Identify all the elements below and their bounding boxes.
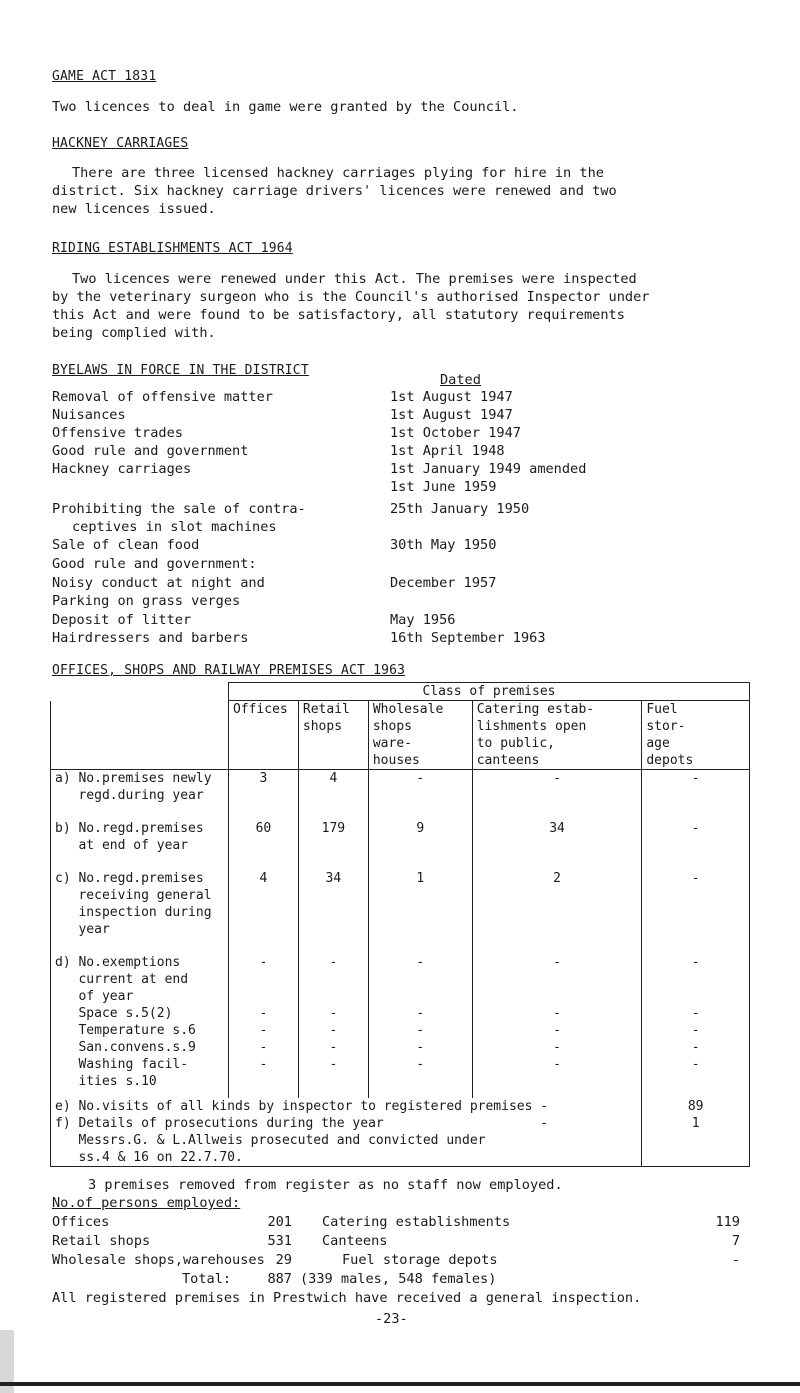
col-header-line: stor- [646,719,686,734]
employed-value: 201 [267,1214,292,1230]
col-header-line: shops [302,719,343,734]
employed-value: 531 [267,1233,292,1249]
table-cell: - [642,1039,750,1056]
total-label: Total: [182,1271,232,1287]
byelaw-left: Parking on grass verges [52,593,241,609]
table-cell: - [642,1022,750,1039]
byelaw-left: Noisy conduct at night and [52,575,265,591]
employed-label: Offices [52,1214,110,1230]
col-header-line: Fuel [646,702,678,717]
row-label-line: Temperature s.6 [55,1023,196,1038]
table-row [51,954,750,1005]
prosecutions-line: ss.4 & 16 on 22.7.70. [55,1150,243,1165]
row-label-line: inspection during [55,905,212,920]
prosecutions-label [51,1115,642,1167]
riding-line-1: Two licences were renewed under this Act. The premises were inspected [72,271,637,287]
byelaw-date: 1st August 1947 [390,389,513,405]
table-cell: 179 [298,820,368,870]
table-cell: - [642,1005,750,1022]
byelaw-date: December 1957 [390,575,497,591]
prosecutions-value: 1 [642,1115,750,1167]
table-corner [51,683,229,701]
col-header-line: shops [372,719,412,734]
col-header-line: Wholesale [372,702,444,717]
col-header-line: canteens [476,753,540,768]
table-row [51,1005,750,1022]
visits-label: e) No.visits of all kinds by inspector to registered premises - [51,1098,642,1115]
byelaw-date: 30th May 1950 [390,537,497,553]
table-cell: - [228,1022,298,1039]
class-of-premises-header: Class of premises [228,683,749,701]
visits-value: 89 [642,1098,750,1115]
table-row-visits [51,1098,750,1115]
table-cell: 60 [228,820,298,870]
row-label [51,954,229,1005]
col-header-line: Retail [302,702,350,717]
employed-heading: No.of persons employed: [52,1195,241,1211]
riding-line-3: this Act and were found to be satisfactory, all statutory requirements [52,307,625,323]
row-label [51,820,229,870]
employed-value: 7 [731,1233,740,1249]
row-label-line: at end of year [55,838,189,853]
table-cell: - [228,1039,298,1056]
table-cell: - [642,820,750,870]
row-label-line: Space s.5(2) [55,1006,173,1021]
employed-label: Wholesale shops,warehouses [52,1252,265,1268]
table-cell: - [228,954,298,1005]
table-row [51,1056,750,1098]
table-cell: - [472,1056,642,1098]
table-row [51,820,750,870]
total-value: 887 [267,1271,292,1287]
page-bottom-rule [0,1382,800,1386]
byelaw-date: 1st January 1949 amended [390,461,587,477]
row-label [51,1039,229,1056]
table-cell: 2 [472,870,642,954]
row-label [51,1022,229,1039]
table-cell: - [368,1056,472,1098]
table-row [51,770,750,821]
byelaw-date: 1st April 1948 [390,443,505,459]
col-header-wholesale [368,701,472,770]
row-label [51,770,229,821]
table-cell: - [642,1056,750,1098]
table-cell: - [368,1005,472,1022]
table-cell: 4 [228,870,298,954]
col-header-fuel [642,701,750,770]
col-header-line: lishments open [476,719,587,734]
game-act-text: Two licences to deal in game were granted by the Council. [52,99,519,115]
table-cell: - [642,954,750,1005]
table-cell: 1 [368,870,472,954]
general-inspection-note: All registered premises in Prestwich have received a general inspection. [52,1290,642,1306]
byelaw-left: Good rule and government: [52,556,257,572]
employed-label: Retail shops [52,1233,151,1249]
table-cell: - [472,1022,642,1039]
table-row-prosecutions [51,1115,750,1167]
table-cell: - [642,770,750,821]
row-label-line: Washing facil- [55,1057,189,1072]
offices-heading: OFFICES, SHOPS AND RAILWAY PREMISES ACT 1963 [52,663,406,678]
row-label-line: regd.during year [55,788,204,803]
byelaw-date: 1st August 1947 [390,407,513,423]
col-header-line: depots [646,753,694,768]
table-cell: 4 [298,770,368,821]
hackney-heading: HACKNEY CARRIAGES [52,136,189,151]
byelaw-date: May 1956 [390,612,456,628]
row-label [51,1056,229,1098]
table-cell: - [472,1005,642,1022]
row-label-line: receiving general [55,888,212,903]
table-cell: - [472,954,642,1005]
row-label-line: current at end [55,972,189,987]
row-label-header [51,701,229,770]
hackney-line-2: district. Six hackney carriage drivers' licences were renewed and two [52,183,617,199]
table-row [51,1022,750,1039]
col-header-line: age [646,736,670,751]
table-cell: - [298,1056,368,1098]
riding-heading: RIDING ESTABLISHMENTS ACT 1964 [52,241,293,256]
col-header-retail [298,701,368,770]
employed-value: 29 [275,1252,292,1268]
riding-line-4: being complied with. [52,325,216,341]
table-cell: - [298,1005,368,1022]
riding-line-2: by the veterinary surgeon who is the Council's authorised Inspector under [52,289,650,305]
table-cell: 34 [472,820,642,870]
col-header-line: houses [372,753,420,768]
byelaw-left: Deposit of litter [52,612,192,628]
byelaw-left: Sale of clean food [52,537,200,553]
employed-value: 119 [715,1214,740,1230]
table-cell: 34 [298,870,368,954]
removed-note: 3 premises removed from register as no staff now employed. [88,1177,563,1193]
table-cell: - [228,1056,298,1098]
table-cell: - [368,1022,472,1039]
byelaw-date: 25th January 1950 [390,501,530,517]
employed-label: Fuel storage depots [342,1252,498,1268]
row-label-line: a) No.premises newly [55,771,212,786]
table-cell: - [472,1039,642,1056]
table-cell: - [472,770,642,821]
byelaw-left: Offensive trades [52,425,183,441]
employed-label: Canteens [322,1233,388,1249]
row-label-line: San.convens.s.9 [55,1040,196,1055]
row-label-line: year [55,922,110,937]
col-header-catering [472,701,642,770]
table-cell: - [298,1022,368,1039]
table-row [51,870,750,954]
game-act-heading: GAME ACT 1831 [52,69,157,84]
row-label-line: d) No.exemptions [55,955,181,970]
total-breakdown: (339 males, 548 females) [300,1271,497,1287]
table-cell: - [298,1039,368,1056]
table-row [51,1039,750,1056]
hackney-line-3: new licences issued. [52,201,216,217]
row-label-line: c) No.regd.premises [55,871,204,886]
page-number: -23- [375,1311,408,1327]
table-cell: - [298,954,368,1005]
row-label-line: of year [55,989,134,1004]
byelaw-date: 1st October 1947 [390,425,521,441]
byelaw-left: Hackney carriages [52,461,192,477]
byelaw-date: 1st June 1959 [390,479,497,495]
row-label [51,1005,229,1022]
employed-value: - [731,1252,740,1268]
col-header-line: ware- [372,736,412,751]
col-header-line: Catering estab- [476,702,595,717]
table-cell: 3 [228,770,298,821]
byelaw-left: Good rule and government [52,443,249,459]
prosecutions-line: Messrs.G. & L.Allweis prosecuted and convicted under [55,1133,486,1148]
byelaw-left: Prohibiting the sale of contra- [52,501,306,517]
premises-table [50,682,750,1167]
col-header-line: Offices [232,702,288,717]
table-cell: - [228,1005,298,1022]
byelaws-heading: BYELAWS IN FORCE IN THE DISTRICT [52,363,309,378]
table-cell: - [642,870,750,954]
row-label-line: ities s.10 [55,1074,157,1089]
byelaw-left: Removal of offensive matter [52,389,273,405]
employed-label: Catering establishments [322,1214,511,1230]
table-cell: - [368,1039,472,1056]
table-cell: - [368,954,472,1005]
table-cell: 9 [368,820,472,870]
prosecutions-line: f) Details of prosecutions during the year - [55,1116,549,1131]
byelaw-left: Nuisances [52,407,126,423]
byelaws-dated-label: Dated [440,372,481,388]
row-label [51,870,229,954]
col-header-offices [228,701,298,770]
row-label-line: b) No.regd.premises [55,821,204,836]
table-cell: - [368,770,472,821]
byelaw-left: ceptives in slot machines [72,519,277,535]
col-header-line: to public, [476,736,556,751]
hackney-line-1: There are three licensed hackney carriages plying for hire in the [72,165,604,181]
byelaw-left: Hairdressers and barbers [52,630,249,646]
byelaw-date: 16th September 1963 [390,630,546,646]
